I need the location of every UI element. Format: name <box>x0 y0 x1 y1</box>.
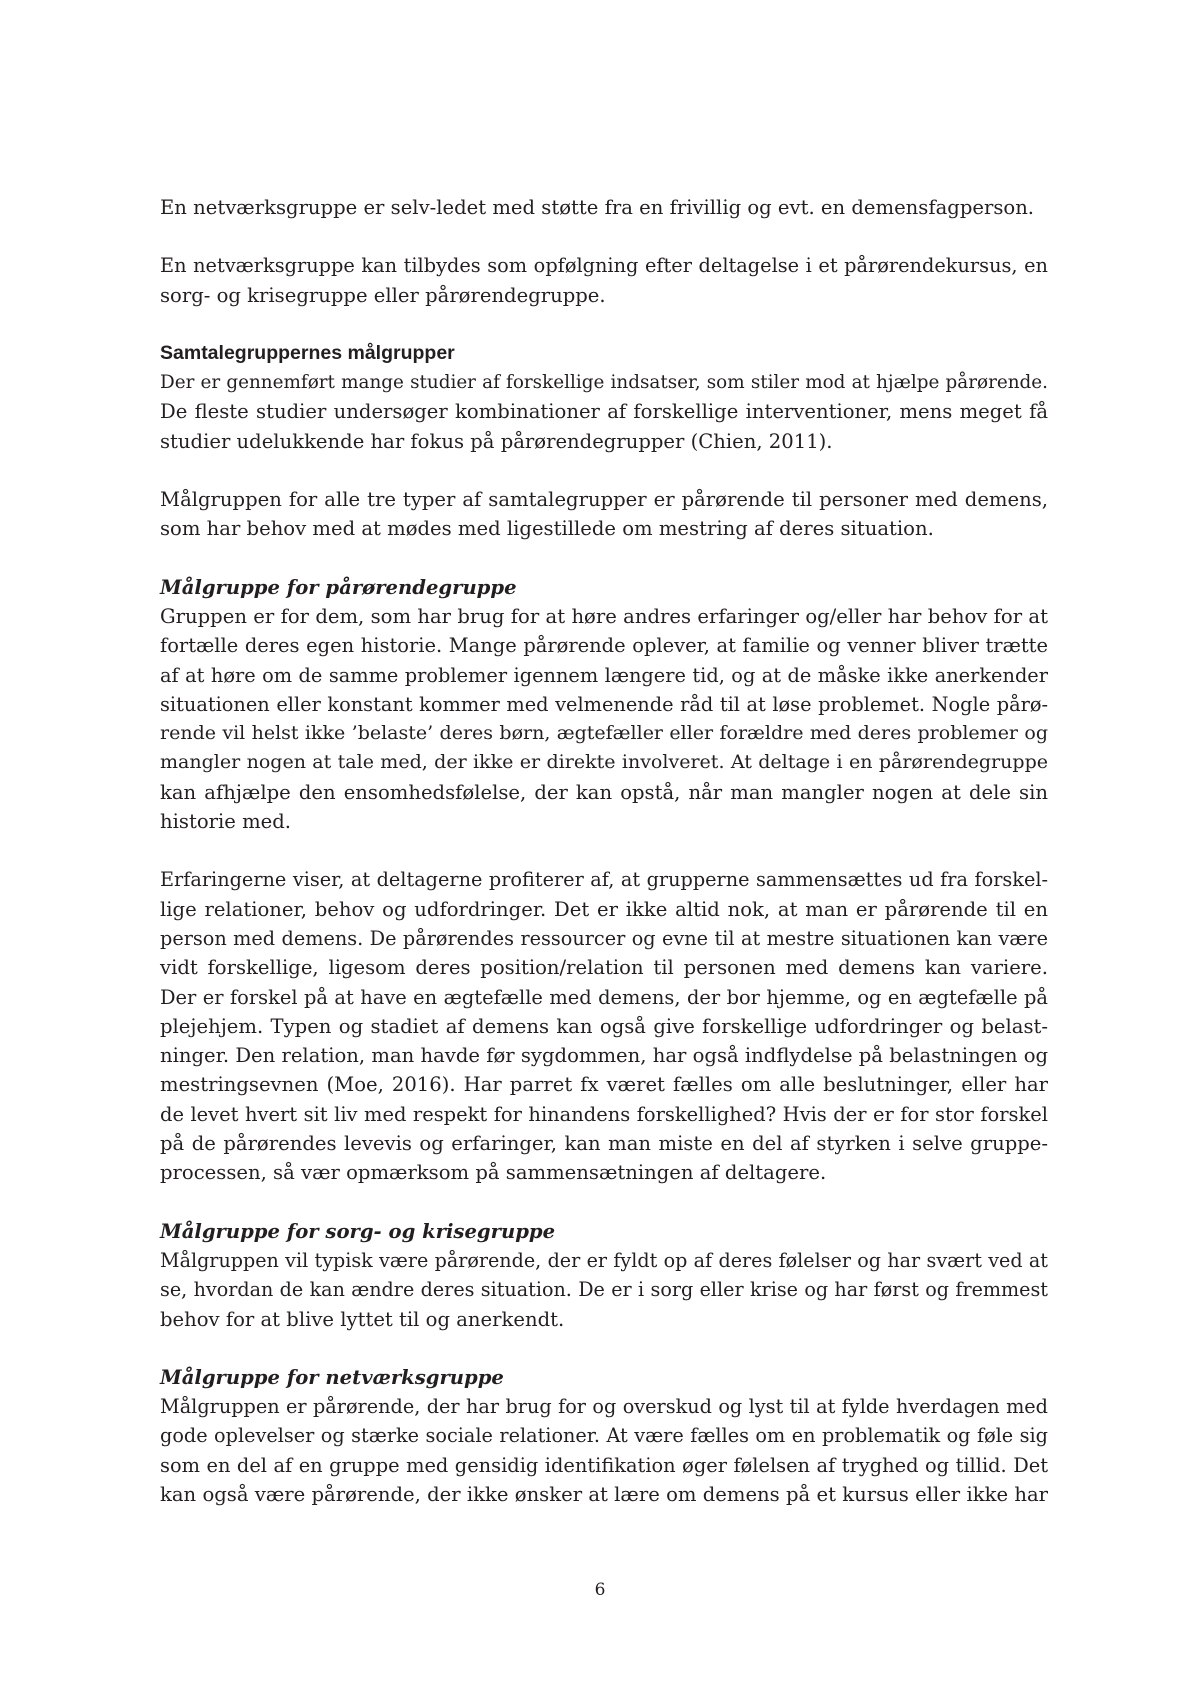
subheading-relatives-group: Målgruppe for pårørendegruppe <box>160 575 517 599</box>
paragraph-grief-crisis-group <box>160 1246 1048 1334</box>
text-line: se, hvordan de kan ændre deres situation. De er i sorg eller krise og har først og fremmest <box>160 1278 1048 1302</box>
text-line: historie med. <box>160 810 292 834</box>
text-line: lige relationer, behov og udfordringer. Det er ikke altid nok, at man er pårørende til en <box>160 897 1048 921</box>
text-line: kan afhjælpe den ensomhedsfølelse, der kan opstå, når man mangler nogen at dele sin <box>160 780 1048 804</box>
paragraph-experiences <box>160 865 1048 1187</box>
text-line: Der er gennemført mange studier af forskellige indsatser, som stiler mod at hjælpe pårørende. <box>160 372 1048 394</box>
page-number: 6 <box>594 1580 606 1600</box>
text-line: behov for at blive lyttet til og anerkendt. <box>160 1307 565 1331</box>
text-line: Målgruppen er pårørende, der har brug for og overskud og lyst til at fylde hverdagen med <box>160 1395 1048 1419</box>
text-line: Målgruppen vil typisk være pårørende, der er fyldt op af deres følelser og har svært ved at <box>160 1248 1048 1272</box>
text-line: af at høre om de samme problemer igennem længere tid, og at de måske ikke anerkender <box>160 663 1048 687</box>
page-body <box>160 193 1048 1509</box>
text-line: ninger. Den relation, man havde før sygdommen, har også indflydelse på belastningen og <box>160 1044 1049 1068</box>
text-line: kan også være pårørende, der ikke ønsker at lære om demens på et kursus eller ikke har <box>160 1482 1048 1506</box>
text-line: fortælle deres egen historie. Mange pårørende oplever, at familie og venner bliver trætte <box>160 634 1048 658</box>
text-line: processen, så vær opmærksom på sammensætningen af deltagere. <box>160 1161 827 1185</box>
text-line: situationen eller konstant kommer med velmenende råd til at løse problemet. Nogle pårø- <box>160 692 1048 716</box>
text-line: studier udelukkende har fokus på pårørendegrupper (Chien, 2011). <box>160 429 833 453</box>
text-line: Målgruppen for alle tre typer af samtalegrupper er pårørende til personer med demens, <box>160 488 1048 512</box>
paragraph-network-group <box>160 1392 1048 1509</box>
paragraph-target-group-all <box>160 485 1048 544</box>
text-line: mangler nogen at tale med, der ikke er direkte involveret. At deltage i en pårørendegruppe <box>160 751 1048 774</box>
text-line: som har behov med at mødes med ligestillede om mestring af deres situation. <box>160 517 934 541</box>
text-line: vidt forskellige, ligesom deres position/relation til personen med demens kan variere. <box>160 956 1048 980</box>
paragraph-relatives-group <box>160 602 1048 836</box>
paragraph-studies <box>160 368 1048 456</box>
subheading-network-group: Målgruppe for netværksgruppe <box>160 1365 504 1389</box>
text-line: De fleste studier undersøger kombinationer af forskellige interventioner, mens meget få <box>160 400 1048 424</box>
text-line: de levet hvert sit liv med respekt for hinandens forskellighed? Hvis der er for stor forskel <box>160 1102 1048 1126</box>
text-line: plejehjem. Typen og stadiet af demens kan også give forskellige udfordringer og belast- <box>160 1014 1048 1038</box>
section-heading-target-groups: Samtalegruppernes målgrupper <box>160 341 455 364</box>
text-line: Der er forskel på at have en ægtefælle med demens, der bor hjemme, og en ægtefælle på <box>160 985 1048 1009</box>
text-line: som en del af en gruppe med gensidig identifikation øger følelsen af tryghed og tillid. Det <box>160 1453 1048 1477</box>
text-line: mestringsevnen (Moe, 2016). Har parret fx været fælles om alle beslutninger, eller har <box>160 1073 1048 1097</box>
subheading-grief-crisis-group: Målgruppe for sorg- og krisegruppe <box>160 1219 556 1243</box>
text-line: gode oplevelser og stærke sociale relationer. At være fælles om en problematik og føle sig <box>160 1424 1048 1448</box>
text-line: sorg- og krisegruppe eller pårørendegruppe. <box>160 283 606 307</box>
paragraph-network-group-followup <box>160 251 1048 310</box>
text-line: rende vil helst ikke ’belaste’ deres børn, ægtefæller eller forældre med deres problemer og <box>160 722 1048 745</box>
text-line: på de pårørendes levevis og erfaringer, kan man miste en del af styrken i selve gruppe- <box>160 1132 1048 1156</box>
text-line: En netværksgruppe er selv-ledet med støtte fra en frivillig og evt. en demensfagperson. <box>160 196 1035 219</box>
text-line: Gruppen er for dem, som har brug for at høre andres erfaringer og/eller har behov for at <box>160 604 1048 628</box>
paragraph-network-group-intro <box>160 193 1048 222</box>
text-line: person med demens. De pårørendes ressourcer og evne til at mestre situationen kan være <box>160 926 1048 950</box>
text-line: Erfaringerne viser, at deltagerne profiterer af, at grupperne sammensættes ud fra forskel- <box>160 868 1048 892</box>
text-line: En netværksgruppe kan tilbydes som opfølgning efter deltagelse i et pårørendekursus, en <box>160 254 1048 278</box>
